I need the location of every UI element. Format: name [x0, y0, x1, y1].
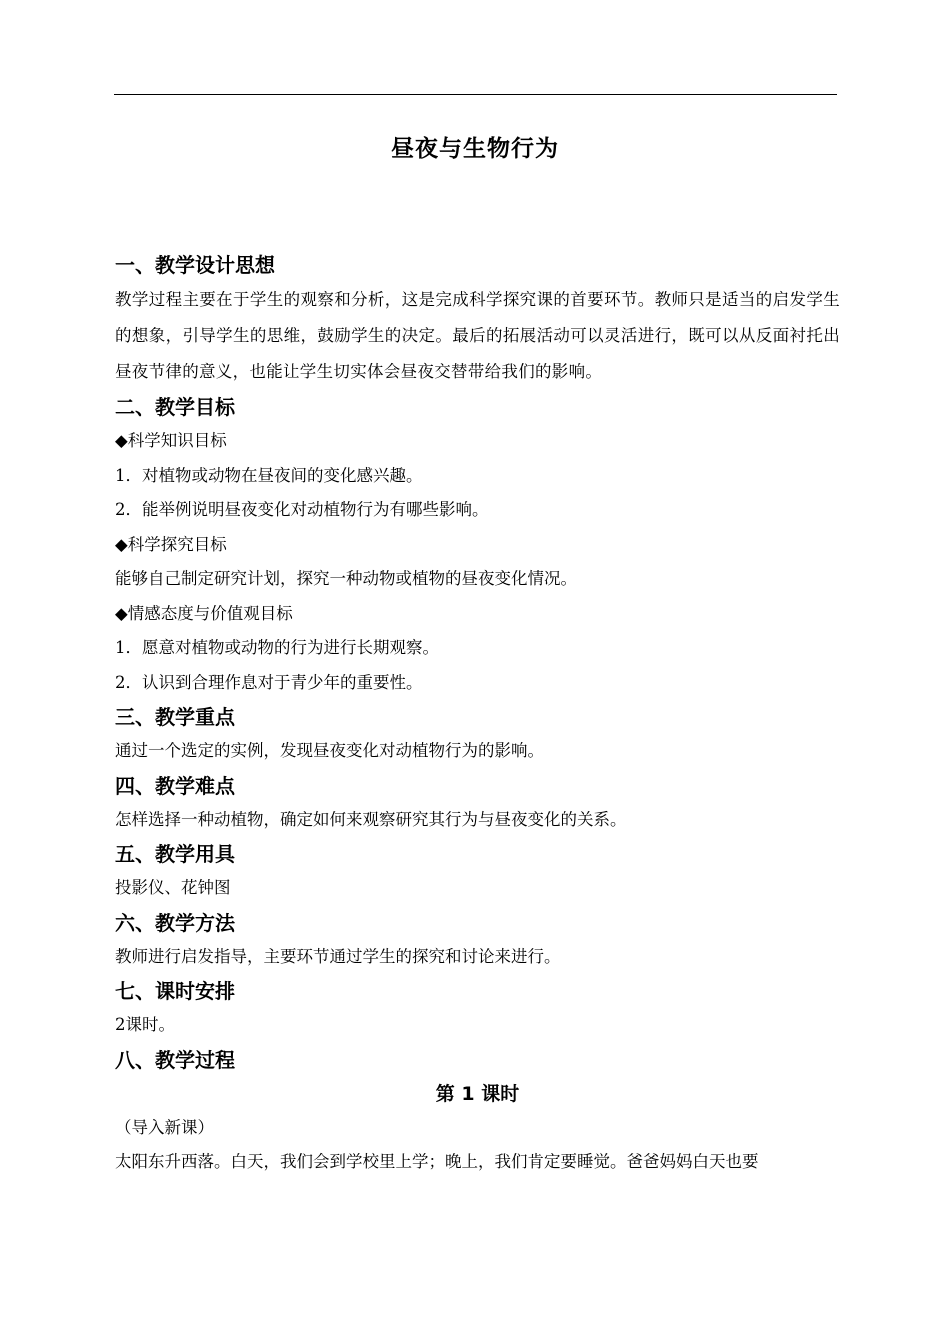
section-heading-teaching-aids: 五、教学用具 — [115, 842, 235, 866]
section-heading-key-points: 三、教学重点 — [115, 705, 235, 729]
objective-item: 能够自己制定研究计划，探究一种动物或植物的昼夜变化情况。 — [115, 569, 577, 588]
section-heading-objectives: 二、教学目标 — [115, 395, 235, 419]
section-paragraph-design-idea: 教学过程主要在于学生的观察和分析，这是完成科学探究课的首要环节。教师只是适当的启发学生的想象，引导学生的思维，鼓励学生的决定。最后的拓展活动可以灵活进行，既可以从反面衬托出昼夜节律的意义，也能让学生切实体会昼夜交替带给我们的影响。 — [115, 290, 840, 381]
document-title: 昼夜与生物行为 — [391, 136, 559, 162]
process-text: 太阳东升西落。白天，我们会到学校里上学；晚上，我们肯定要睡觉。爸爸妈妈白天也要 — [115, 1152, 759, 1171]
objective-item: 2．认识到合理作息对于青少年的重要性。 — [115, 672, 423, 692]
process-step-label: （导入新课） — [115, 1117, 214, 1137]
section-heading-design-idea: 一、教学设计思想 — [115, 253, 275, 277]
objective-category-knowledge: ◆科学知识目标 — [115, 431, 227, 450]
section-text-teaching-aids: 投影仪、花钟图 — [115, 878, 231, 897]
section-heading-methods: 六、教学方法 — [115, 910, 235, 935]
document-body — [115, 248, 840, 1180]
objective-item: 1．愿意对植物或动物的行为进行长期观察。 — [115, 638, 439, 657]
section-text-methods: 教师进行启发指导，主要环节通过学生的探究和讨论来进行。 — [115, 946, 561, 966]
lesson-heading: 第 1 课时 — [435, 1082, 520, 1105]
section-heading-process: 八、教学过程 — [115, 1047, 235, 1072]
section-text-difficulties: 怎样选择一种动植物，确定如何来观察研究其行为与昼夜变化的关系。 — [115, 809, 627, 829]
section-text-schedule: 2课时。 — [115, 1015, 175, 1034]
objective-category-attitude: ◆情感态度与价值观目标 — [115, 603, 293, 623]
section-text-key-points: 通过一个选定的实例，发现昼夜变化对动植物行为的影响。 — [115, 741, 544, 760]
section-heading-difficulties: 四、教学难点 — [115, 773, 235, 798]
objective-item: 2．能举例说明昼夜变化对动植物行为有哪些影响。 — [115, 500, 489, 519]
section-heading-schedule: 七、课时安排 — [115, 979, 235, 1003]
objective-category-inquiry: ◆科学探究目标 — [115, 534, 227, 554]
objective-item: 1．对植物或动物在昼夜间的变化感兴趣。 — [115, 465, 423, 485]
header-rule — [114, 94, 837, 95]
